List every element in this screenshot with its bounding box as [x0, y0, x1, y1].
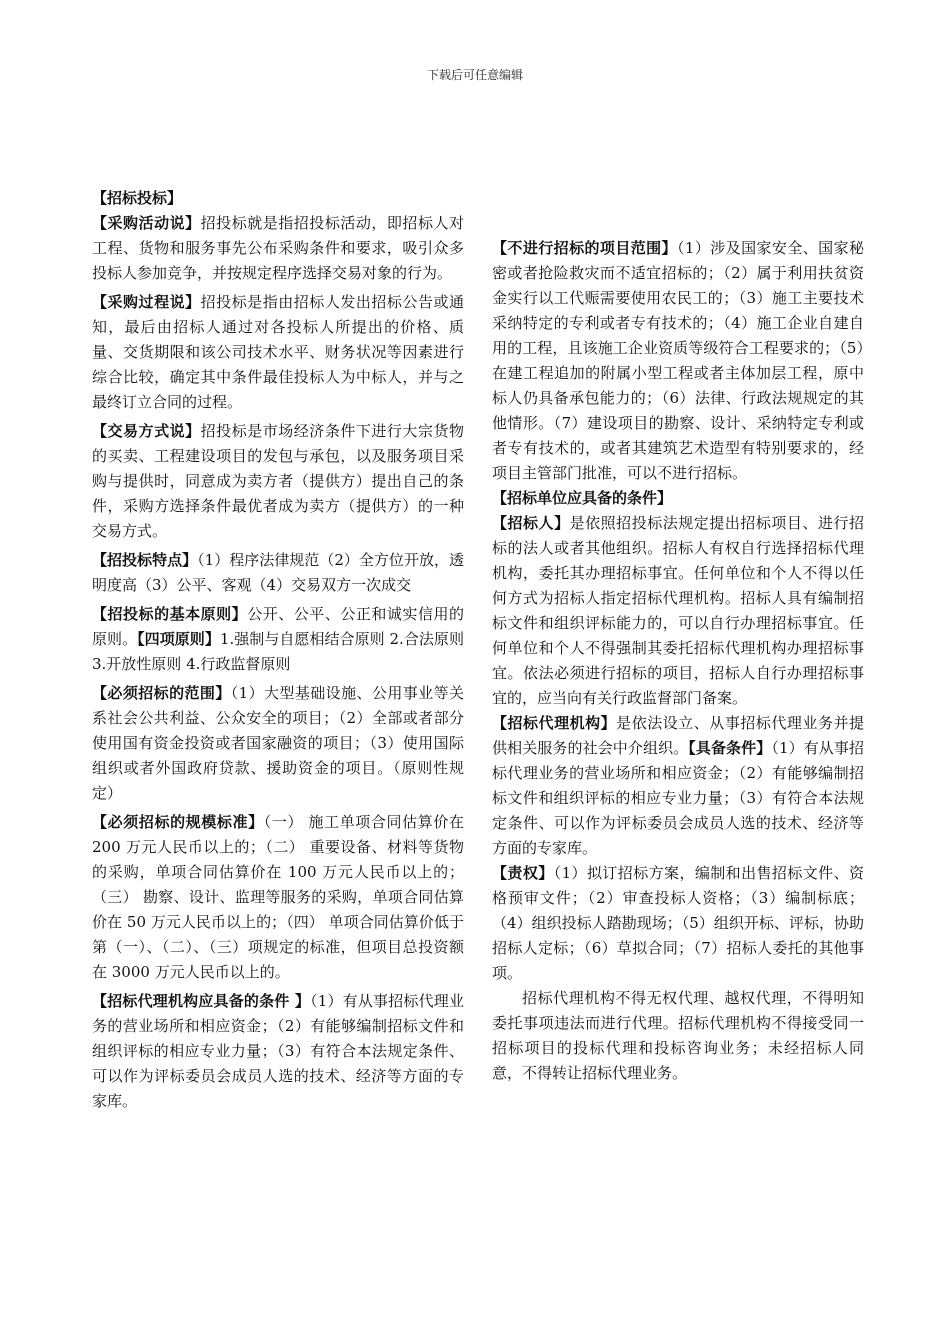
- paragraph-scale-standard: 【必须招标的规模标准】（一） 施工单项合同估算价在 200 万元人民币以上的；（二） 重要设备、材料等货物的采购，单项合同估算价在 100 万元人民币以上的；（三） 勘察、设计、监理等服务的采购，单项合同估算价在 50 万元人民币以上的；（四） 单项合同估算价低于第（一）、（二）、（三）项规定的标准，但项目总投资额在 3000 万元人民币以上的。: [92, 813, 464, 981]
- paragraph-principles: 【招投标的基本原则】公开、公平、公正和诚实信用的原则。【四项原则】1.强制与自愿相结合原则 2.合法原则 3.开放性原则 4.行政监督原则: [92, 605, 464, 673]
- paragraph-exempt-scope: 【不进行招标的项目范围】（1）涉及国家安全、国家秘密或者抢险救灾而不适宜招标的；（2）属于利用扶贫资金实行以工代赈需要使用农民工的；（3）施工主要技术采纳特定的专利或者专有技术的；（4）施工企业自建自用的工程，且该施工企业资质等级符合工程要求的；（5）在建工程追加的附属小型工程或者主体加层工程，原中标人仍具备承包能力的；（6）法律、行政法规规定的其他情形。（7）建设项目的勘察、设计、采纳特定专利或者专有技术的，或者其建筑艺术造型有特别要求的，经项目主管部门批准，可以不进行招标。: [492, 239, 864, 482]
- paragraph-responsibilities: 【责权】（1）拟订招标方案，编制和出售招标文件、资格预审文件；（2）审查投标人资格；（3）编制标底；（4）组织投标人踏勘现场；（5）组织开标、评标，协助招标人定标；（6）草拟合同；（7）招标人委托的其他事项。: [492, 864, 864, 982]
- paragraph-purchase-process: 【采购过程说】招投标是指由招标人发出招标公告或通知，最后由招标人通过对各投标人所提出的价格、质量、交货期限和该公司技术水平、财务状况等因素进行综合比较，确定其中条件最佳投标人为中标人，并与之最终订立合同的过程。: [92, 293, 464, 411]
- paragraph-trade-method: 【交易方式说】招投标是市场经济条件下进行大宗货物的买卖、工程建设项目的发包与承包，以及服务项目采购与提供时，同意成为卖方者（提供方）提出自己的条件，采购方选择条件最优者成为卖方（提供方）的一种交易方式。: [92, 422, 464, 540]
- section-heading: 【招标投标】: [92, 189, 183, 207]
- paragraph-tenderer: 【招标人】是依照招投标法规定提出招标项目、进行招标的法人或者其他组织。招标人有权自行选择招标代理机构，委托其办理招标事宜。任何单位和个人不得以任何方式为招标人指定招标代理机构。招标人具有编制招标文件和组织评标能力的，可以自行办理招标事宜。任何单位和个人不得强制其委托招标代理机构办理招标事宜。依法必须进行招标的项目，招标人自行办理招标事宜的，应当向有关行政监督部门备案。: [492, 514, 864, 707]
- paragraph-agency: 【招标代理机构】是依法设立、从事招标代理业务并提供相关服务的社会中介组织。【具备条件】（1）有从事招标代理业务的营业场所和相应资金；（2）有能够编制招标文件和组织评标的相应专业力量；（3）有符合本法规定条件、可以作为评标委员会成员人选的技术、经济等方面的专家库。: [492, 714, 864, 857]
- right-column: [492, 236, 864, 1086]
- paragraph-features: 【招投标特点】（1）程序法律规范（2）全方位开放，透明度高（3）公平、客观（4）交易双方一次成交: [92, 551, 464, 594]
- section-heading-tenderer-conditions: 【招标单位应具备的条件】: [492, 489, 673, 507]
- paragraph-purchase-activity: 【采购活动说】招投标就是指招投标活动，即招标人对工程、货物和服务事先公布采购条件和要求，吸引众多投标人参加竞争，并按规定程序选择交易对象的行为。: [92, 214, 464, 282]
- paragraph-agency-conditions: 【招标代理机构应具备的条件 】（1）有从事招标代理业务的营业场所和相应资金；（2）有能够编制招标文件和组织评标的相应专业力量；（3）有符合本法规定条件、可以作为评标委员会成员人选的技术、经济等方面的专家库。: [92, 992, 464, 1110]
- paragraph-mandatory-scope: 【必须招标的范围】（1）大型基础设施、公用事业等关系社会公共利益、公众安全的项目；（2）全部或者部分使用国有资金投资或者国家融资的项目；（3）使用国际组织或者外国政府贷款、援助资金的项目。（原则性规定）: [92, 684, 464, 802]
- left-column: [92, 186, 464, 1114]
- page-header-note: 下载后可任意编辑: [426, 68, 523, 82]
- paragraph-agency-restrictions: 招标代理机构不得无权代理、越权代理，不得明知委托事项违法而进行代理。招标代理机构不得接受同一招标项目的投标代理和投标咨询业务；未经招标人同意，不得转让招标代理业务。: [492, 989, 864, 1082]
